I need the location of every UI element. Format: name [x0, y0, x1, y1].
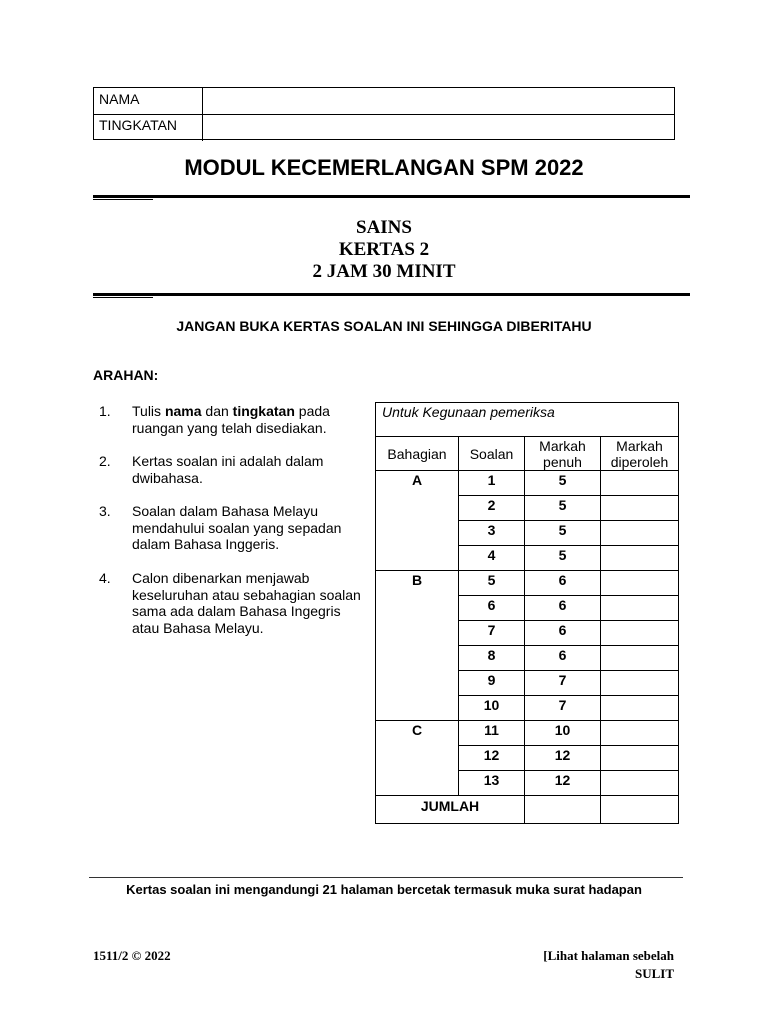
- table-row: [376, 646, 679, 671]
- section-cell: [376, 521, 459, 546]
- question-cell: 12: [459, 746, 525, 771]
- table-row: [376, 696, 679, 721]
- table-row: [376, 521, 679, 546]
- table-row: [376, 771, 679, 796]
- obtained-mark-cell[interactable]: [601, 671, 679, 696]
- exam-warning: JANGAN BUKA KERTAS SOALAN INI SEHINGGA DIBERITAHU: [176, 318, 592, 334]
- table-row: [376, 746, 679, 771]
- student-identity-box: [93, 87, 675, 140]
- obtained-mark-cell[interactable]: [601, 621, 679, 646]
- header-obtained-mark: Markah diperoleh: [601, 437, 679, 471]
- section-cell: [376, 646, 459, 671]
- instruction-text: Soalan dalam Bahasa Melayu mendahului soalan yang sepadan dalam Bahasa Inggeris.: [132, 503, 342, 552]
- question-cell: 2: [459, 496, 525, 521]
- paper-code: 1511/2 © 2022: [93, 948, 171, 963]
- instruction-number: 2.: [99, 453, 111, 469]
- header-full-mark: Markah penuh: [525, 437, 601, 471]
- full-mark-cell: 5: [525, 546, 601, 571]
- see-next-page: [Lihat halaman sebelah: [543, 948, 674, 963]
- obtained-mark-cell[interactable]: [601, 471, 679, 496]
- subject-rule-shadow: [93, 297, 153, 298]
- table-caption: Untuk Kegunaan pemeriksa: [376, 403, 679, 437]
- table-row: [376, 546, 679, 571]
- total-full-mark: [525, 796, 601, 824]
- question-cell: 8: [459, 646, 525, 671]
- page-count-note: Kertas soalan ini mengandungi 21 halaman bercetak termasuk muka surat hadapan: [126, 882, 642, 897]
- obtained-mark-cell[interactable]: [601, 746, 679, 771]
- section-cell: [376, 621, 459, 646]
- question-cell: 6: [459, 596, 525, 621]
- question-cell: 10: [459, 696, 525, 721]
- instruction-text: Calon dibenarkan menjawab keseluruhan atau sebahagian soalan sama ada dalam Bahasa Ingegris atau Bahasa Melayu.: [132, 570, 361, 636]
- section-cell: [376, 746, 459, 771]
- title-rule-shadow: [93, 199, 153, 200]
- instruction-item: [93, 570, 373, 636]
- form-row: [94, 114, 674, 140]
- full-mark-cell: 10: [525, 721, 601, 746]
- subject-name: SAINS: [356, 217, 412, 238]
- section-cell: [376, 671, 459, 696]
- instruction-item: [93, 453, 373, 487]
- instruction-number: 4.: [99, 570, 111, 586]
- question-cell: 5: [459, 571, 525, 596]
- identity-divider: [202, 88, 203, 141]
- question-cell: 7: [459, 621, 525, 646]
- full-mark-cell: 6: [525, 571, 601, 596]
- obtained-mark-cell[interactable]: [601, 721, 679, 746]
- full-mark-cell: 6: [525, 621, 601, 646]
- instruction-number: 3.: [99, 503, 111, 519]
- full-mark-cell: 7: [525, 696, 601, 721]
- instruction-text: Tulis nama dan tingkatan pada ruangan yang telah disediakan.: [132, 403, 330, 436]
- header-section: Bahagian: [376, 437, 459, 471]
- obtained-mark-cell[interactable]: [601, 571, 679, 596]
- table-row: [376, 721, 679, 746]
- footer-rule: [89, 877, 683, 878]
- question-cell: 13: [459, 771, 525, 796]
- question-cell: 3: [459, 521, 525, 546]
- obtained-mark-cell[interactable]: [601, 596, 679, 621]
- section-cell: [376, 771, 459, 796]
- section-cell: C: [376, 721, 459, 746]
- instruction-item: [93, 503, 373, 553]
- examiner-marks-table: [375, 402, 679, 824]
- section-cell: [376, 496, 459, 521]
- table-row: [376, 671, 679, 696]
- table-row: [376, 621, 679, 646]
- question-cell: 11: [459, 721, 525, 746]
- paper-number: KERTAS 2: [338, 239, 430, 260]
- table-body: [376, 471, 679, 796]
- title-rule: [93, 195, 690, 198]
- total-label: JUMLAH: [376, 796, 525, 824]
- subject-block: [0, 217, 768, 283]
- instruction-text: Kertas soalan ini adalah dalam dwibahasa.: [132, 453, 324, 486]
- question-cell: 4: [459, 546, 525, 571]
- question-cell: 9: [459, 671, 525, 696]
- table-row: [376, 571, 679, 596]
- total-row: [376, 796, 679, 824]
- exam-duration: 2 JAM 30 MINIT: [312, 261, 456, 282]
- name-label: NAMA: [99, 91, 140, 107]
- obtained-mark-cell[interactable]: [601, 771, 679, 796]
- header-question: Soalan: [459, 437, 525, 471]
- instructions-heading: ARAHAN:: [93, 367, 159, 383]
- table-row: [376, 471, 679, 496]
- instruction-number: 1.: [99, 403, 111, 419]
- full-mark-cell: 6: [525, 596, 601, 621]
- full-mark-cell: 7: [525, 671, 601, 696]
- section-cell: [376, 596, 459, 621]
- obtained-mark-cell[interactable]: [601, 646, 679, 671]
- full-mark-cell: 5: [525, 496, 601, 521]
- obtained-mark-cell[interactable]: [601, 521, 679, 546]
- section-cell: A: [376, 471, 459, 496]
- table-row: [376, 596, 679, 621]
- page-title: MODUL KECEMERLANGAN SPM 2022: [184, 155, 584, 180]
- form-label: TINGKATAN: [99, 117, 178, 133]
- table-row: [376, 496, 679, 521]
- full-mark-cell: 5: [525, 471, 601, 496]
- obtained-mark-cell[interactable]: [601, 496, 679, 521]
- full-mark-cell: 12: [525, 771, 601, 796]
- subject-rule: [93, 293, 690, 296]
- table-header-row: [376, 437, 679, 471]
- classification-label: SULIT: [634, 966, 674, 981]
- section-cell: [376, 546, 459, 571]
- obtained-mark-cell[interactable]: [601, 546, 679, 571]
- obtained-mark-cell[interactable]: [601, 696, 679, 721]
- instruction-item: [93, 403, 373, 437]
- section-cell: B: [376, 571, 459, 596]
- name-row: [94, 88, 674, 115]
- question-cell: 1: [459, 471, 525, 496]
- total-obtained-mark[interactable]: [601, 796, 679, 824]
- full-mark-cell: 12: [525, 746, 601, 771]
- full-mark-cell: 5: [525, 521, 601, 546]
- full-mark-cell: 6: [525, 646, 601, 671]
- section-cell: [376, 696, 459, 721]
